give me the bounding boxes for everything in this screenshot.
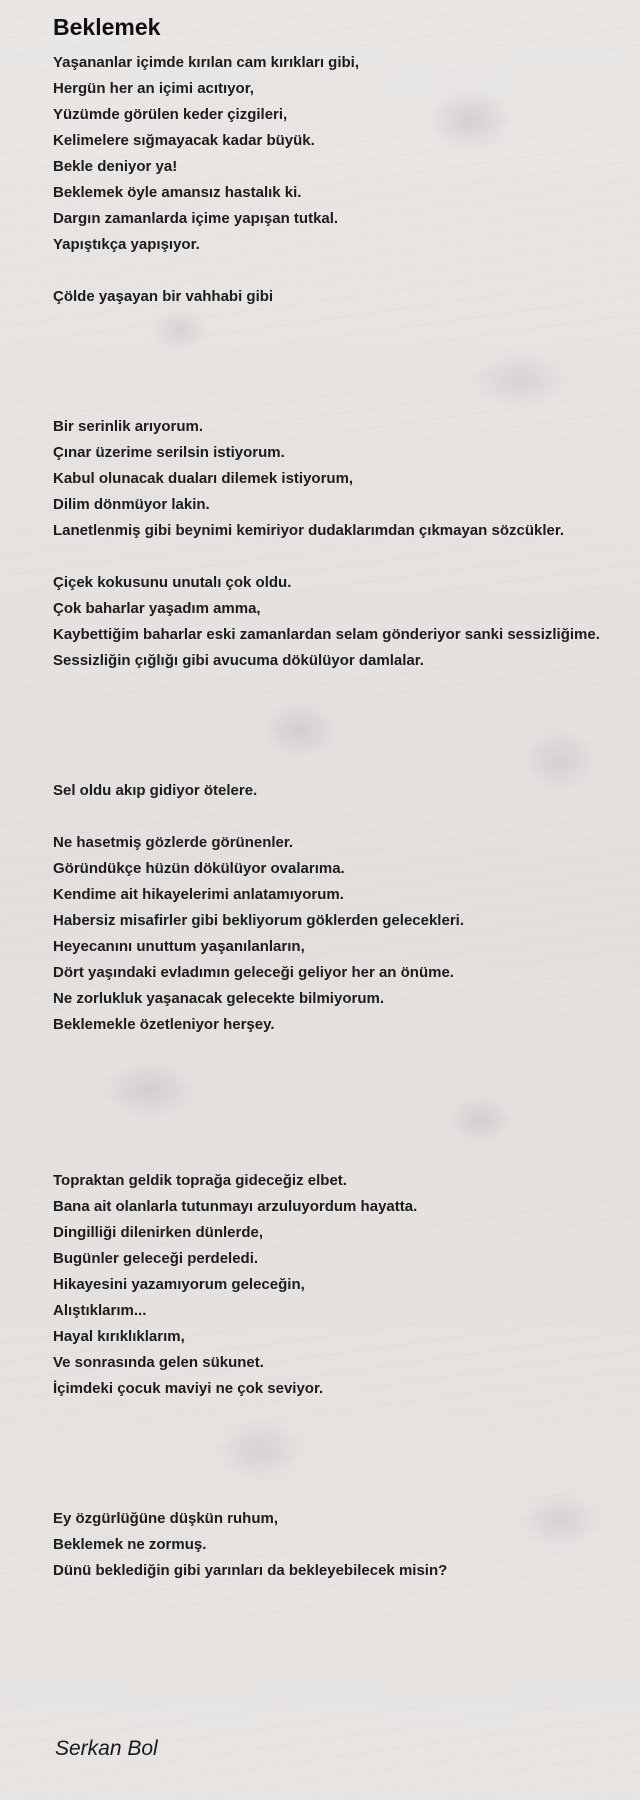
poem-line: Beklemek öyle amansız hastalık ki.: [53, 184, 302, 201]
poem-blank-line: [53, 804, 633, 830]
poem-line: Sel oldu akıp gidiyor ötelere.: [53, 782, 258, 799]
poem-line: Çok baharlar yaşadım amma,: [53, 600, 261, 617]
poem-blank-line: [53, 1090, 633, 1116]
poem-line: Dargın zamanlarda içime yapışan tutkal.: [53, 210, 339, 227]
poem-line: Beklemek ne zormuş.: [53, 1536, 207, 1553]
poem-line: Yaşananlar içimde kırılan cam kırıkları gibi,: [53, 54, 359, 71]
poem-line: Lanetlenmiş gibi beynimi kemiriyor dudaklarımdan çıkmayan sözcükler.: [53, 522, 565, 539]
poem-blank-line: [53, 310, 633, 336]
poem-line: Ne zorlukluk yaşanacak gelecekte bilmiyorum.: [53, 990, 384, 1007]
poem-author: Serkan Bol: [55, 1737, 158, 1760]
poem-blank-line: [53, 388, 633, 414]
poem-line: Beklemekle özetleniyor herşey.: [53, 1016, 275, 1033]
poem-blank-line: [53, 726, 633, 752]
poem-body: [53, 50, 633, 1584]
poem-title: Beklemek: [53, 14, 161, 40]
poem-line: Dilim dönmüyor lakin.: [53, 496, 210, 513]
poem-line: Bugünler geleceği perdeledi.: [53, 1250, 259, 1267]
poem-blank-line: [53, 752, 633, 778]
poem-line: Dünü beklediğin gibi yarınları da bekleyebilecek misin?: [53, 1562, 448, 1579]
poem-line: İçimdeki çocuk maviyi ne çok seviyor.: [53, 1380, 324, 1397]
poem-line: Ne hasetmiş gözlerde görünenler.: [53, 834, 294, 851]
poem-line: Çiçek kokusunu unutalı çok oldu.: [53, 574, 292, 591]
poem-blank-line: [53, 544, 633, 570]
poem-line: Kendime ait hikayelerimi anlatamıyorum.: [53, 886, 344, 903]
poem-blank-line: [53, 336, 633, 362]
poem-line: Yapıştıkça yapışıyor.: [53, 236, 200, 253]
poem-blank-line: [53, 1402, 633, 1428]
poem-container: [53, 10, 633, 1584]
poem-line: Çınar üzerime serilsin istiyorum.: [53, 444, 285, 461]
poem-blank-line: [53, 1454, 633, 1480]
poem-line: Hergün her an içimi acıtıyor,: [53, 80, 254, 97]
poem-line: Alıştıklarım...: [53, 1302, 147, 1319]
poem-line: Habersiz misafirler gibi bekliyorum göklerden gelecekleri.: [53, 912, 464, 929]
poem-line: Kelimelere sığmayacak kadar büyük.: [53, 132, 315, 149]
poem-line: Ey özgürlüğüne düşkün ruhum,: [53, 1510, 278, 1527]
poem-blank-line: [53, 674, 633, 700]
poem-blank-line: [53, 1142, 633, 1168]
poem-line: Hikayesini yazamıyorum geleceğin,: [53, 1276, 305, 1293]
poem-blank-line: [53, 1038, 633, 1064]
poem-blank-line: [53, 258, 633, 284]
poem-line: Kabul olunacak duaları dilemek istiyorum,: [53, 470, 354, 487]
poem-line: Bir serinlik arıyorum.: [53, 418, 204, 435]
poem-blank-line: [53, 700, 633, 726]
poem-blank-line: [53, 1064, 633, 1090]
poem-line: Kaybettiğim baharlar eski zamanlardan selam gönderiyor sanki sessizliğime.: [53, 626, 600, 643]
poem-line: Bekle deniyor ya!: [53, 158, 178, 175]
poem-blank-line: [53, 1480, 633, 1506]
poem-blank-line: [53, 362, 633, 388]
poem-line: Sessizliğin çığlığı gibi avucuma dökülüyor damlalar.: [53, 652, 424, 669]
poem-line: Bana ait olanlarla tutunmayı arzuluyordum hayatta.: [53, 1198, 418, 1215]
poem-line: Heyecanını unuttum yaşanılanların,: [53, 938, 305, 955]
poem-line: Dört yaşındaki evladımın geleceği geliyor her an önüme.: [53, 964, 454, 981]
poem-blank-line: [53, 1116, 633, 1142]
poem-blank-line: [53, 1428, 633, 1454]
poem-line: Çölde yaşayan bir vahhabi gibi: [53, 288, 274, 305]
poem-line: Göründükçe hüzün dökülüyor ovalarıma.: [53, 860, 345, 877]
poem-line: Ve sonrasında gelen sükunet.: [53, 1354, 264, 1371]
poem-line: Dingilliği dilenirken dünlerde,: [53, 1224, 264, 1241]
poem-line: Hayal kırıklıklarım,: [53, 1328, 185, 1345]
poem-line: Topraktan geldik toprağa gideceğiz elbet.: [53, 1172, 347, 1189]
poem-line: Yüzümde görülen keder çizgileri,: [53, 106, 288, 123]
